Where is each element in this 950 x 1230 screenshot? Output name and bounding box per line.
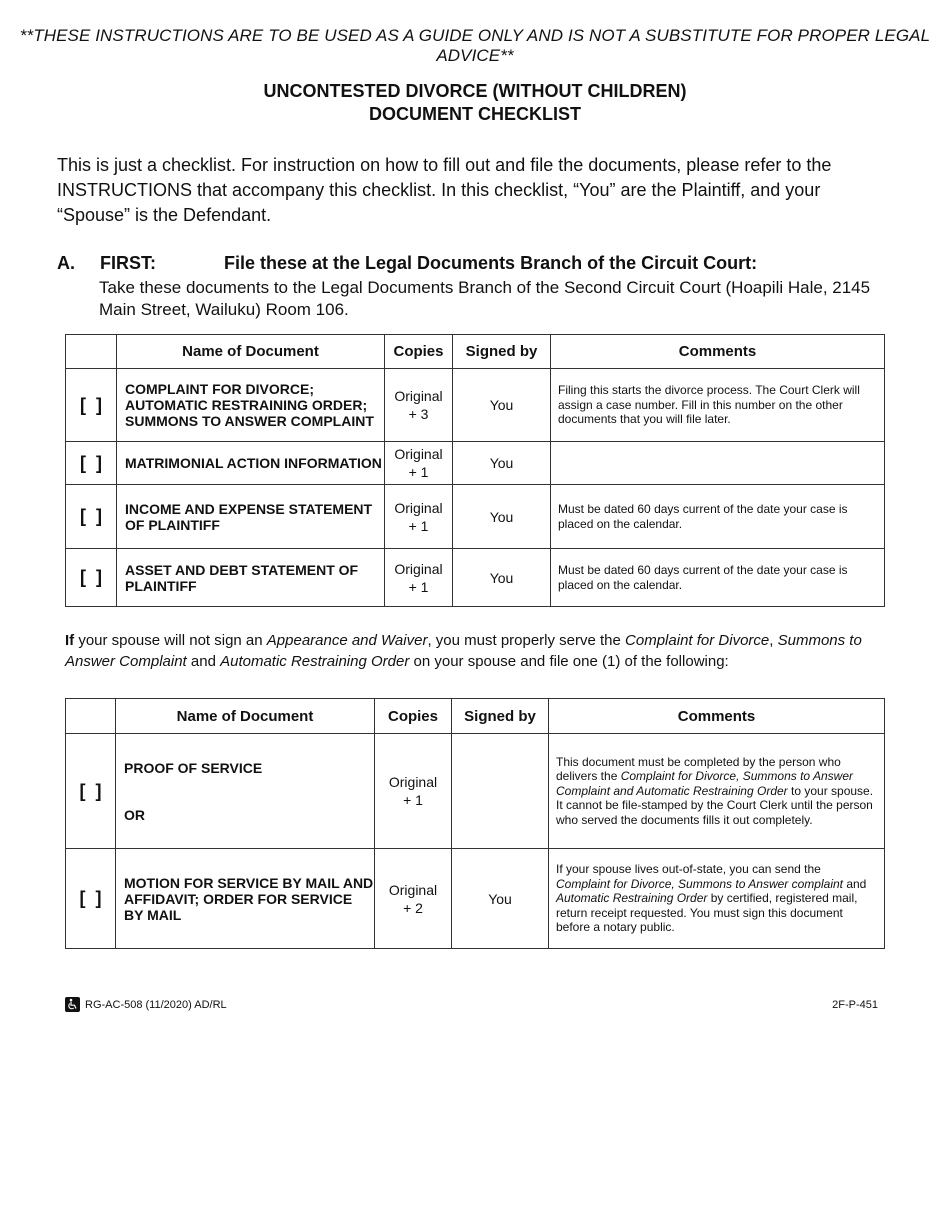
title-line-1: UNCONTESTED DIVORCE (WITHOUT CHILDREN) [263, 81, 687, 101]
document-name: ASSET AND DEBT STATEMENT OF PLAINTIFF [117, 549, 385, 607]
header-comments: Comments [551, 335, 885, 369]
copies: Original + 1 [375, 734, 452, 849]
comments: Filing this starts the divorce process. The Court Clerk will assign a case number. Fill in this number on the other documents that you will file later. [551, 369, 885, 442]
first-filing-table [65, 334, 885, 607]
title-line-2: DOCUMENT CHECKLIST [369, 104, 581, 124]
document-name: MATRIMONIAL ACTION INFORMATION [117, 442, 385, 485]
or-label: OR [124, 806, 145, 823]
checkbox[interactable]: [ ] [66, 549, 117, 607]
header-signed: Signed by [453, 335, 551, 369]
signed-by: You [453, 369, 551, 442]
copies: Original + 3 [385, 369, 453, 442]
checkbox[interactable]: [ ] [66, 849, 116, 949]
header-copies: Copies [375, 699, 452, 734]
header-copies: Copies [385, 335, 453, 369]
document-name: COMPLAINT FOR DIVORCE; AUTOMATIC RESTRAINING ORDER; SUMMONS TO ANSWER COMPLAINT [117, 369, 385, 442]
table-header-row [66, 699, 885, 734]
table-row [66, 369, 885, 442]
table-row [66, 485, 885, 549]
signed-by: You [453, 485, 551, 549]
header-check [66, 699, 116, 734]
header-check [66, 335, 117, 369]
section-step: FIRST: [100, 253, 156, 273]
checkbox[interactable]: [ ] [66, 734, 116, 849]
copies: Original + 1 [385, 549, 453, 607]
document-name: MOTION FOR SERVICE BY MAIL AND AFFIDAVIT; ORDER FOR SERVICE BY MAIL [116, 849, 375, 949]
comments: If your spouse lives out-of-state, you can send the Complaint for Divorce, Summons to Answer complaint and Automatic Restraining Order by certified, registered mail, return receipt requested. You must sign this document before a notary public. [549, 849, 885, 949]
table-row [66, 442, 885, 485]
form-code: RG-AC-508 (11/2020) AD/RL [85, 998, 227, 1011]
wheelchair-accessibility-icon [65, 997, 80, 1012]
signed-by: You [452, 849, 549, 949]
copies: Original + 2 [375, 849, 452, 949]
table-row [66, 849, 885, 949]
header-name: Name of Document [117, 335, 385, 369]
comments: Must be dated 60 days current of the date your case is placed on the calendar. [551, 549, 885, 607]
header-name: Name of Document [116, 699, 375, 734]
table-header-row [66, 335, 885, 369]
footer-page-code: 2F-P-451 [832, 999, 878, 1011]
footer-form-code [65, 997, 227, 1012]
service-paragraph: If your spouse will not sign an Appearance and Waiver, you must properly serve the Complaint for Divorce, Summons to Answer Complaint and Automatic Restraining Order on your spouse and file one (1) of the following: [65, 632, 862, 670]
signed-by: You [453, 549, 551, 607]
header-comments: Comments [549, 699, 885, 734]
table-row [66, 549, 885, 607]
copies: Original + 1 [385, 485, 453, 549]
section-label: A. [57, 253, 75, 273]
document-name: INCOME AND EXPENSE STATEMENT OF PLAINTIFF [117, 485, 385, 549]
table-row [66, 734, 885, 849]
checkbox[interactable]: [ ] [66, 485, 117, 549]
legal-disclaimer: **THESE INSTRUCTIONS ARE TO BE USED AS A GUIDE ONLY AND IS NOT A SUBSTITUTE FOR PROPER LEGAL ADVICE** [19, 26, 931, 65]
comments: Must be dated 60 days current of the date your case is placed on the calendar. [551, 485, 885, 549]
section-a-body: Take these documents to the Legal Documents Branch of the Second Circuit Court (Hoapili Hale, 2145 Main Street, Wailuku) Room 106. [99, 278, 871, 319]
copies: Original + 1 [385, 442, 453, 485]
signed-by: You [453, 442, 551, 485]
document-name: PROOF OF SERVICE OR [116, 734, 375, 849]
comments [551, 442, 885, 485]
section-instruction: File these at the Legal Documents Branch of the Circuit Court: [224, 253, 758, 273]
intro-paragraph: This is just a checklist. For instruction on how to fill out and file the documents, please refer to the INSTRUCTIONS that accompany this checklist. In this checklist, “You” are the Plaintiff, and your “Spouse” is the Defendant. [57, 155, 832, 225]
comments: This document must be completed by the person who delivers the Complaint for Divorce, Summons to Answer Complaint and Automatic Restraining Order to your spouse. It cannot be file-stamped by the Court Clerk until the person who served the documents fills it out completely. [549, 734, 885, 849]
checkbox[interactable]: [ ] [66, 442, 117, 485]
header-signed: Signed by [452, 699, 549, 734]
checkbox[interactable]: [ ] [66, 369, 117, 442]
service-table [65, 698, 885, 949]
document-title [0, 80, 950, 126]
signed-by [452, 734, 549, 849]
